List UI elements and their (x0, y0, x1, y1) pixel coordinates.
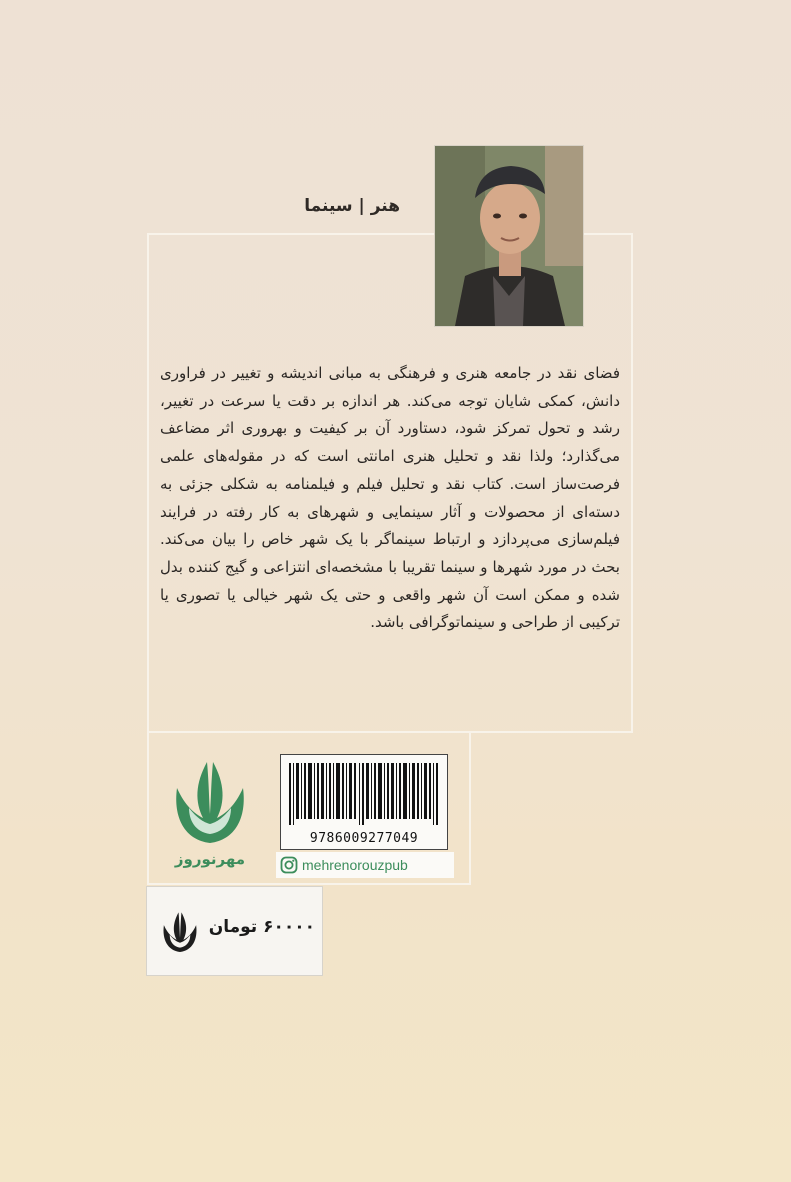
publisher-logo-icon (167, 748, 253, 848)
publisher-name: مهرنوروز (174, 850, 246, 868)
instagram-handle-row (276, 852, 454, 878)
book-description: فضای نقد در جامعه هنری و فرهنگی به مبانی اندیشه و تغییر در فراوری دانش، کمکی شایان توجه می‌کند. هر اندازه بر دقت یا سرعت در تغییر، رشد و تحول تمرکز شود، دستاورد آن بر کیفیت و بهروری اثر مضاعف می‌گذارد؛ ولذا نقد و تحلیل هنری امانتی است که در مقوله‌های علمی فرصت‌ساز است. کتاب نقد و تحلیل فیلم و فیلمنامه به شکلی جزئی به دسته‌ای از محصولات و آثار سینمایی و شهرهای به کار رفته در فرایند فیلم‌سازی می‌پردازد و ارتباط سینماگر با یک شهر خاص را بیان می‌کند. بحث در مورد شهرها و سینما تقریبا با مشخصه‌ای انتزاعی و گیج کننده بدل شده و ممکن است آن شهر واقعی و حتی یک شهر خیالی یا تصوری یا ترکیبی از طراحی و سینماتوگرافی باشد. (160, 364, 620, 632)
price-logo-icon (159, 905, 201, 955)
price-label: ۶۰۰۰۰ تومان (208, 917, 315, 937)
barcode (280, 754, 448, 850)
author-photo (434, 145, 584, 327)
price-sticker (146, 886, 323, 976)
genre-label: هنر | سینما (304, 196, 400, 216)
instagram-handle: mehrenorouzpub (302, 857, 408, 873)
isbn-number: 9786009277049 (309, 831, 419, 846)
instagram-icon (280, 856, 298, 874)
